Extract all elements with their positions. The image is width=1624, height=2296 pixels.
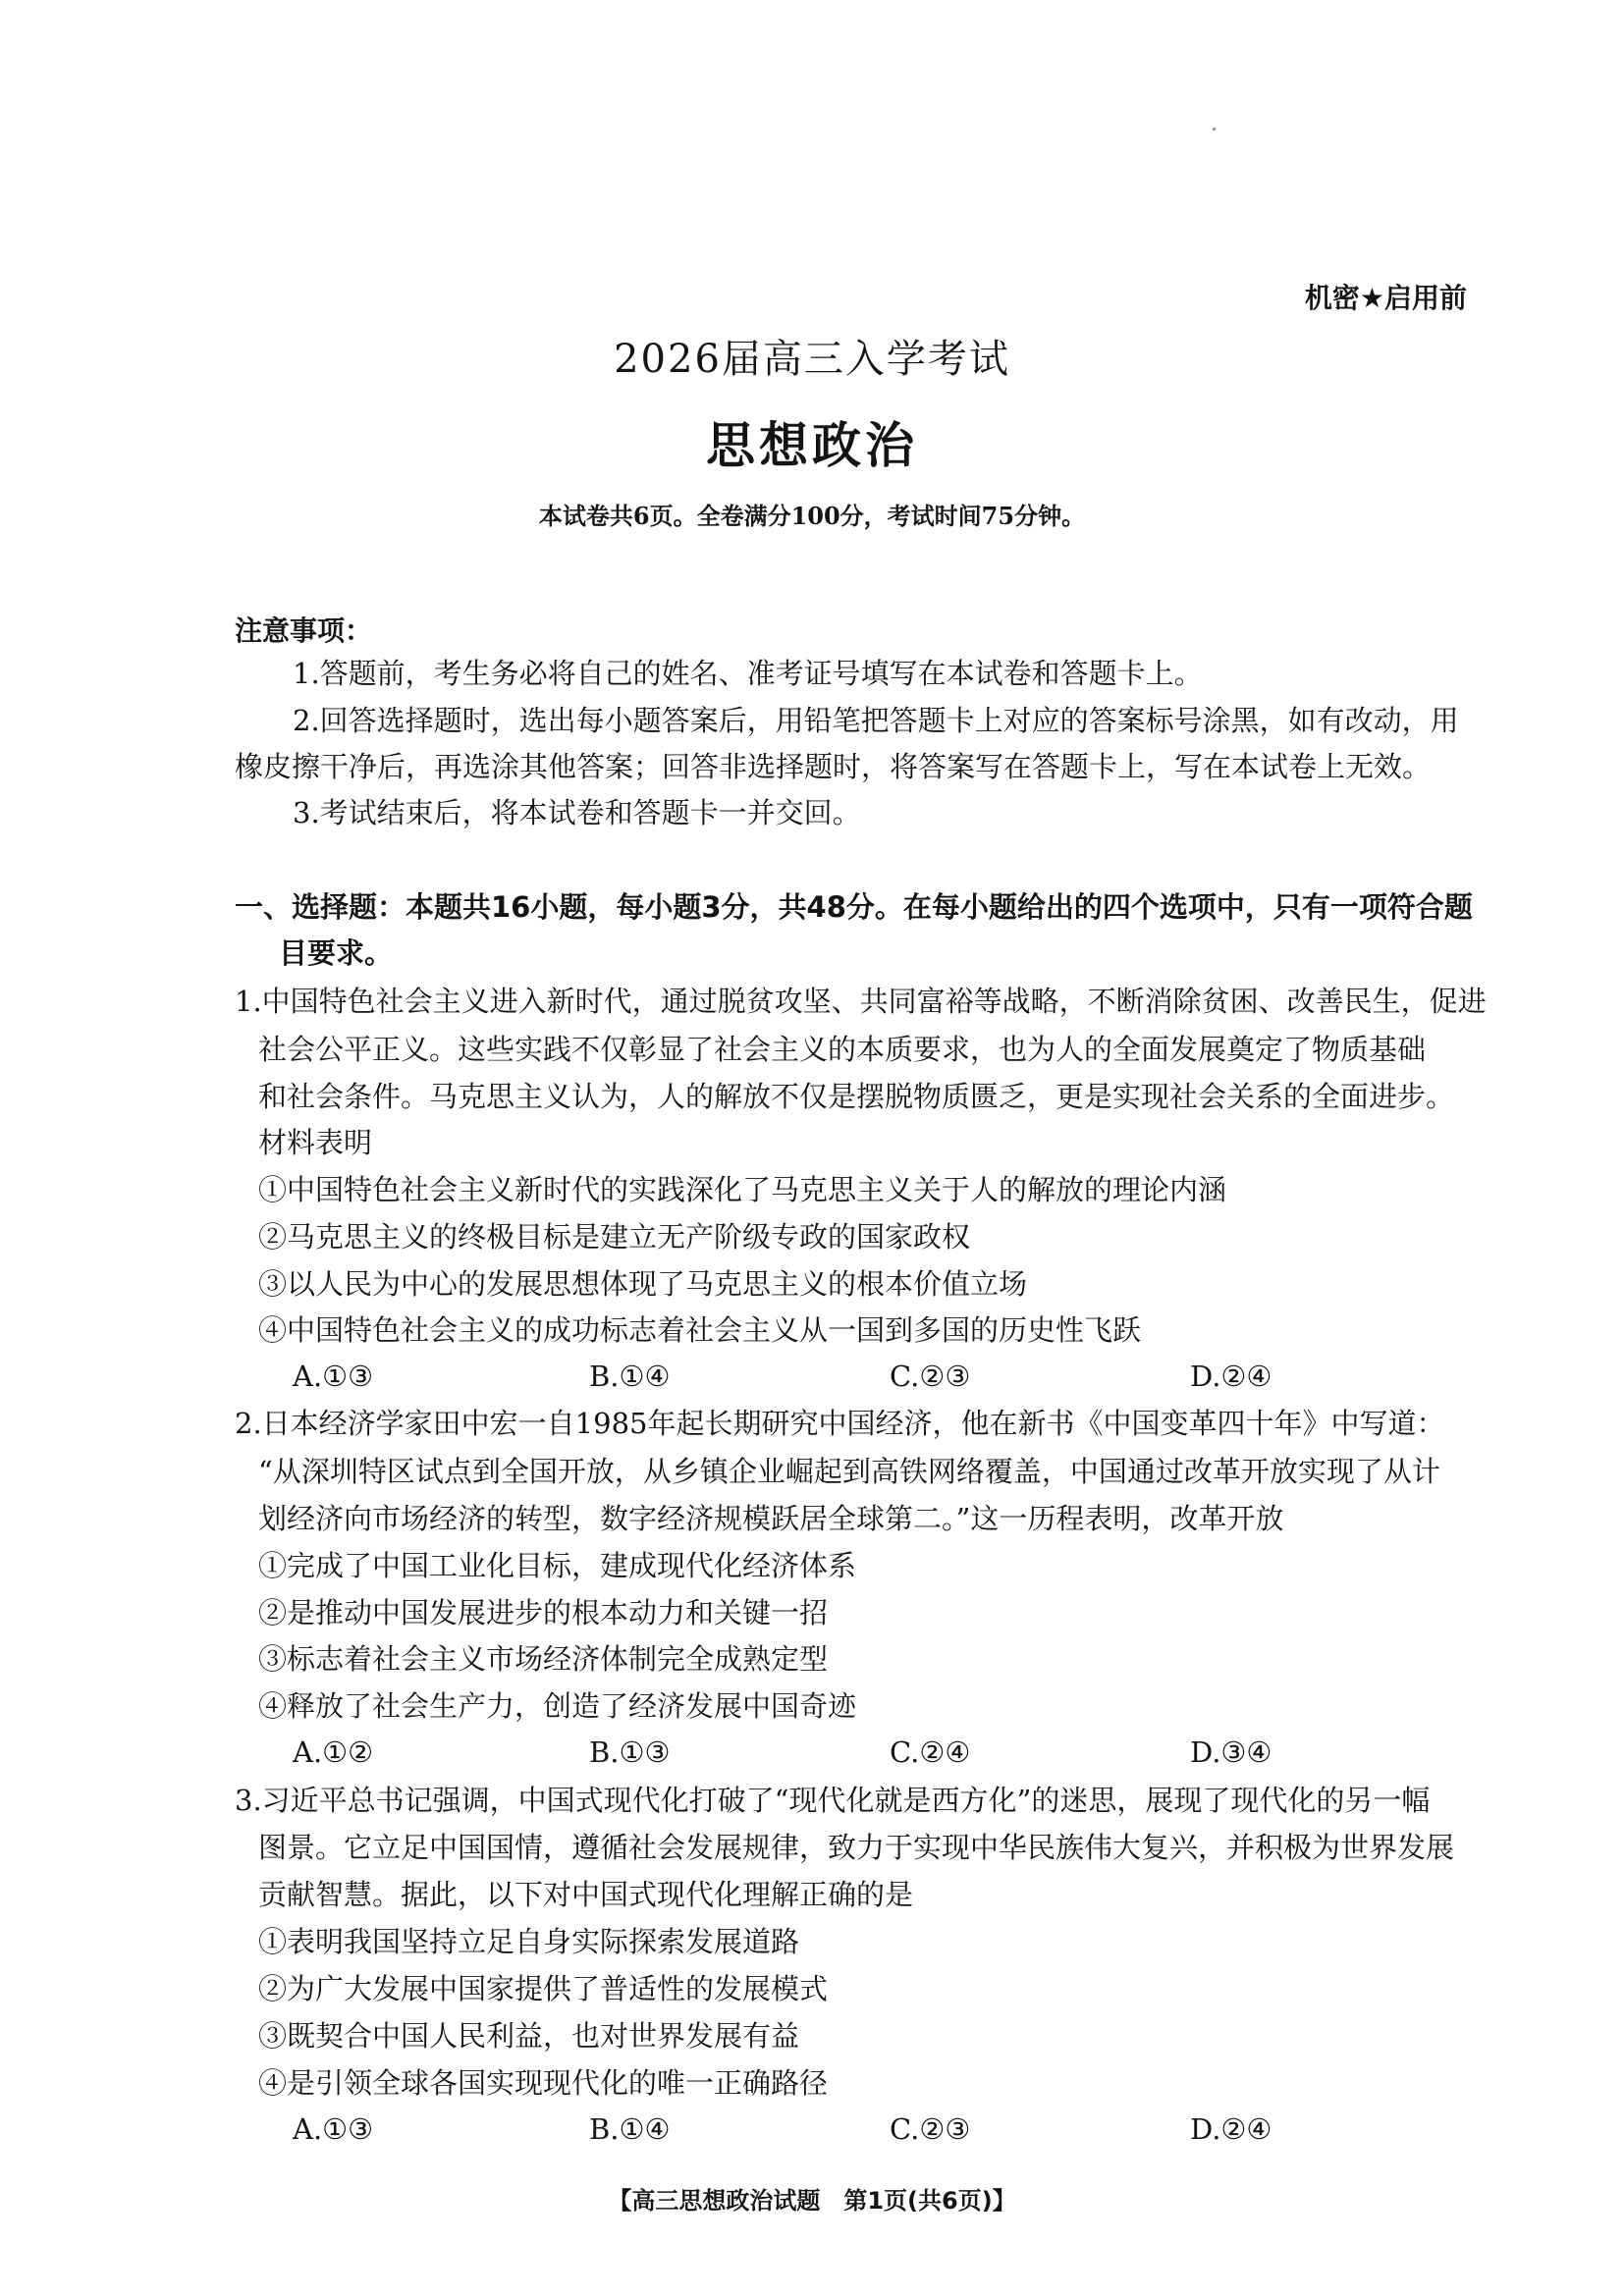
question-stem: 贡献智慧。据此，以下对中国式现代化理解正确的是 (258, 1878, 914, 1911)
option-c: C.②③ (890, 1360, 971, 1393)
exam-info: 本试卷共6页。全卷满分100分，考试时间75分钟。 (538, 502, 1086, 530)
notice-item: 2.回答选择题时，选出每小题答案后，用铅笔把答题卡上对应的答案标号涂黑，如有改动，用 (293, 704, 1459, 737)
option-c: C.②④ (890, 1735, 971, 1769)
confidential-label: 机密★启用前 (1304, 282, 1467, 314)
statement: ④释放了社会生产力，创造了经济发展中国奇迹 (258, 1689, 857, 1723)
section-heading: 一、选择题：本题共16小题，每小题3分，共48分。在每小题给出的四个选项中，只有一项符合题 (235, 890, 1473, 924)
notice-item: 3.考试结束后，将本试卷和答题卡一并交回。 (293, 796, 861, 829)
notice-item: 橡皮擦干净后，再选涂其他答案；回答非选择题时，将答案写在答题卡上，写在本试卷上无效。 (235, 750, 1432, 783)
option-b: B.①④ (589, 1360, 671, 1393)
statement: ④是引领全球各国实现现代化的唯一正确路径 (258, 2066, 829, 2100)
option-a: A.①③ (293, 1360, 374, 1393)
question-stem: 1.中国特色社会主义进入新时代，通过脱贫攻坚、共同富裕等战略，不断消除贫困、改善民生，促进 (235, 985, 1487, 1018)
question-stem: 图景。它立足中国国情，遵循社会发展规律，致力于实现中华民族伟大复兴，并积极为世界发展 (258, 1831, 1455, 1864)
notice-item: 1.答题前，考生务必将自己的姓名、准考证号填写在本试卷和答题卡上。 (293, 657, 1203, 690)
statement: ③以人民为中心的发展思想体现了马克思主义的根本价值立场 (258, 1267, 1028, 1301)
option-b: B.①③ (589, 1735, 671, 1769)
answer-options (0, 1735, 1624, 1770)
option-d: D.③④ (1190, 1735, 1272, 1769)
statement: ③既契合中国人民利益，也对世界发展有益 (258, 2019, 800, 2053)
page-footer: 【高三思想政治试题 第1页(共6页)】 (608, 2187, 1016, 2215)
answer-options (0, 1359, 1624, 1394)
statement: ①完成了中国工业化目标，建成现代化经济体系 (258, 1549, 857, 1582)
statement: ④中国特色社会主义的成功标志着社会主义从一国到多国的历史性飞跃 (258, 1313, 1142, 1347)
statement: ①表明我国坚持立足自身实际探索发展道路 (258, 1925, 800, 1958)
statement: ②是推动中国发展进步的根本动力和关键一招 (258, 1596, 829, 1629)
question-stem: “从深圳特区试点到全国开放，从乡镇企业崛起到高铁网络覆盖，中国通过改革开放实现了从计 (258, 1455, 1440, 1488)
notice-heading: 注意事项： (235, 614, 373, 647)
question-stem: 划经济向市场经济的转型，数字经济规模跃居全球第二。”这一历程表明，改革开放 (258, 1502, 1284, 1535)
section-heading-cont: 目要求。 (279, 936, 394, 970)
question-stem: 和社会条件。马克思主义认为，人的解放不仅是摆脱物质匮乏，更是实现社会关系的全面进步。 (258, 1080, 1455, 1113)
option-a: A.①③ (293, 2112, 374, 2146)
option-d: D.②④ (1190, 2112, 1272, 2146)
statement: ①中国特色社会主义新时代的实践深化了马克思主义关于人的解放的理论内涵 (258, 1173, 1227, 1206)
option-a: A.①② (293, 1735, 374, 1769)
option-c: C.②③ (890, 2112, 971, 2146)
subject-title: 思想政治 (706, 417, 918, 474)
exam-title: 2026届高三入学考试 (614, 337, 1010, 382)
statement: ③标志着社会主义市场经济体制完全成熟定型 (258, 1642, 829, 1676)
question-stem: 社会公平正义。这些实践不仅彰显了社会主义的本质要求，也为人的全面发展奠定了物质基础 (258, 1033, 1427, 1066)
option-d: D.②④ (1190, 1360, 1272, 1393)
answer-options (0, 2111, 1624, 2147)
question-stem: 2.日本经济学家田中宏一自1985年起长期研究中国经济，他在新书《中国变革四十年》中写道： (235, 1407, 1445, 1440)
statement: ②马克思主义的终极目标是建立无产阶级专政的国家政权 (258, 1220, 971, 1254)
question-stem: 3.习近平总书记强调，中国式现代化打破了“现代化就是西方化”的迷思，展现了现代化的另一幅 (235, 1784, 1431, 1817)
scan-speck (1213, 128, 1216, 131)
option-b: B.①④ (589, 2112, 671, 2146)
question-stem: 材料表明 (258, 1126, 373, 1159)
statement: ②为广大发展中国家提供了普适性的发展模式 (258, 1972, 829, 2005)
